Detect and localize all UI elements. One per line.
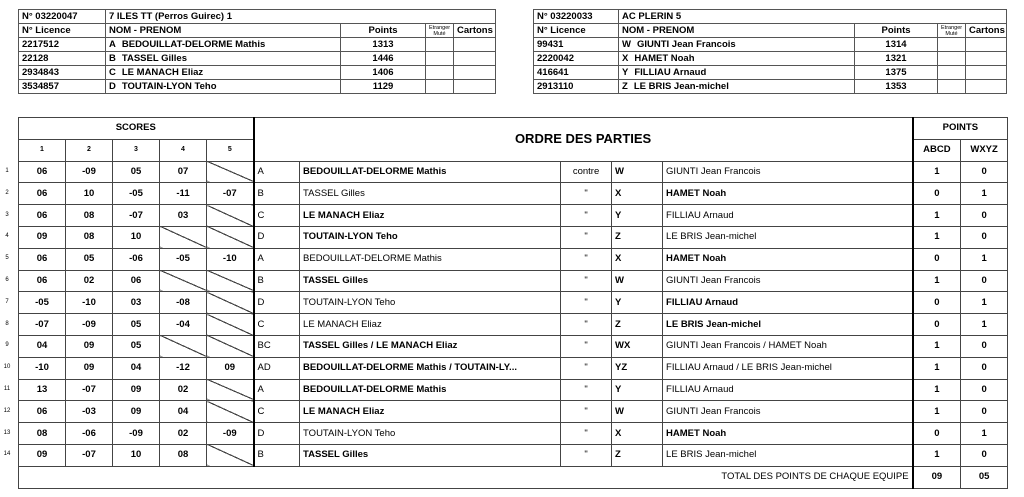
player-name: TOUTAIN-LYON Teho [121, 80, 217, 92]
team-b-header-row [534, 10, 1007, 24]
team-b-table [533, 9, 1007, 94]
set-score: -07 [19, 314, 66, 336]
row-number: 8 [5, 320, 9, 327]
team-b-name: AC PLERIN 5 [619, 10, 1007, 24]
points-abcd: 1 [913, 379, 961, 401]
row-number: 6 [5, 276, 9, 283]
right-player: GIUNTI Jean Francois [663, 270, 913, 292]
player-letter: W [622, 38, 631, 50]
set-score: -10 [19, 357, 66, 379]
set-score [160, 226, 207, 248]
points-wxyz: 0 [961, 401, 1008, 423]
game-row [19, 314, 1008, 336]
player-name: FILLIAU Arnaud [634, 66, 707, 78]
points-abcd: 0 [913, 314, 961, 336]
points-abcd: 1 [913, 444, 961, 466]
points-abcd: 1 [913, 335, 961, 357]
set-score: -10 [207, 248, 254, 270]
player-cartons [454, 66, 496, 80]
set-score: -03 [66, 401, 113, 423]
player-points: 1321 [855, 52, 938, 66]
set-score: 06 [19, 205, 66, 227]
team-b-nom-header: NOM - PRENOM [619, 24, 855, 38]
points-wxyz: 1 [961, 314, 1008, 336]
right-letter: Z [612, 444, 663, 466]
left-letter: A [254, 379, 300, 401]
game-row [19, 248, 1008, 270]
player-row [19, 66, 496, 80]
set-score: 03 [113, 292, 160, 314]
left-letter: D [254, 292, 300, 314]
player-etranger [426, 80, 454, 94]
set-score [207, 444, 254, 466]
set-score: -06 [113, 248, 160, 270]
player-licence: 2220042 [534, 52, 619, 66]
set-score: 10 [113, 226, 160, 248]
right-player: HAMET Noah [663, 183, 913, 205]
row-number: 7 [5, 298, 9, 305]
player-licence: 2217512 [19, 38, 106, 52]
left-player: LE MANACH Eliaz [300, 401, 561, 423]
points-abcd: 1 [913, 357, 961, 379]
points-wxyz: 0 [961, 161, 1008, 183]
player-cartons [454, 80, 496, 94]
set-score: 06 [19, 270, 66, 292]
row-number: 5 [5, 255, 9, 262]
left-letter: D [254, 423, 300, 445]
player-etranger [426, 52, 454, 66]
set-score: 02 [160, 379, 207, 401]
game-row [19, 401, 1008, 423]
left-player: LE MANACH Eliaz [300, 314, 561, 336]
player-points: 1406 [341, 66, 426, 80]
set-header: 5 [207, 139, 254, 161]
points-wxyz: 0 [961, 270, 1008, 292]
player-points: 1353 [855, 80, 938, 94]
versus-label: contre [561, 161, 612, 183]
set-score: -09 [207, 423, 254, 445]
player-row [19, 80, 496, 94]
team-a-column-headers [19, 24, 496, 38]
team-a-etranger-header: Etranger Muté [426, 24, 454, 38]
sheet-header-row [19, 118, 1008, 140]
set-score: -07 [113, 205, 160, 227]
player-cartons [454, 38, 496, 52]
game-row [19, 226, 1008, 248]
row-number: 10 [3, 364, 11, 371]
set-score: 09 [207, 357, 254, 379]
player-licence: 22128 [19, 52, 106, 66]
player-name: GIUNTI Jean Francois [636, 38, 736, 50]
points-wxyz: 0 [961, 335, 1008, 357]
row-number: 3 [5, 211, 9, 218]
left-player: BEDOUILLAT-DELORME Mathis / TOUTAIN-LY... [300, 357, 561, 379]
player-etranger [938, 66, 966, 80]
versus-label: " [561, 205, 612, 227]
right-player: GIUNTI Jean Francois [663, 401, 913, 423]
set-score: 08 [160, 444, 207, 466]
left-player: LE MANACH Eliaz [300, 205, 561, 227]
points-wxyz: 0 [961, 205, 1008, 227]
set-score: 09 [19, 444, 66, 466]
player-letter: Z [622, 80, 628, 92]
player-cartons [966, 52, 1007, 66]
right-letter: X [612, 423, 663, 445]
set-score: -05 [19, 292, 66, 314]
right-letter: Y [612, 292, 663, 314]
row-number: 13 [3, 429, 11, 436]
player-name-cell [619, 80, 855, 94]
points-wxyz: 1 [961, 248, 1008, 270]
right-player: FILLIAU Arnaud [663, 379, 913, 401]
game-row [19, 423, 1008, 445]
player-name: BEDOUILLAT-DELORME Mathis [121, 38, 266, 50]
team-a-licence-header: N° Licence [19, 24, 106, 38]
player-name-cell [619, 38, 855, 52]
set-score [160, 270, 207, 292]
player-licence: 416641 [534, 66, 619, 80]
points-wxyz: 1 [961, 292, 1008, 314]
points-wxyz: 0 [961, 357, 1008, 379]
points-wxyz: 0 [961, 444, 1008, 466]
set-score: 06 [19, 161, 66, 183]
versus-label: " [561, 423, 612, 445]
right-letter: Y [612, 379, 663, 401]
left-letter: BC [254, 335, 300, 357]
player-name-cell [106, 80, 341, 94]
player-cartons [966, 80, 1007, 94]
set-score: 05 [66, 248, 113, 270]
player-cartons [966, 38, 1007, 52]
set-score: 09 [66, 357, 113, 379]
set-score [207, 292, 254, 314]
set-score [207, 314, 254, 336]
set-score: 08 [66, 205, 113, 227]
left-letter: AD [254, 357, 300, 379]
set-score: -11 [160, 183, 207, 205]
set-score: 04 [113, 357, 160, 379]
set-score: -07 [207, 183, 254, 205]
player-licence: 99431 [534, 38, 619, 52]
set-score: 08 [66, 226, 113, 248]
right-letter: Y [612, 205, 663, 227]
versus-label: " [561, 270, 612, 292]
player-name-cell [106, 38, 341, 52]
left-letter: A [254, 248, 300, 270]
left-letter: C [254, 205, 300, 227]
points-abcd: 1 [913, 205, 961, 227]
left-letter: B [254, 183, 300, 205]
set-score: 09 [113, 401, 160, 423]
game-row [19, 292, 1008, 314]
player-name-cell [619, 66, 855, 80]
points-wxyz: 0 [961, 226, 1008, 248]
row-number: 14 [3, 451, 11, 458]
right-letter: Z [612, 226, 663, 248]
set-score: -10 [66, 292, 113, 314]
total-row [19, 466, 1008, 488]
versus-label: " [561, 314, 612, 336]
left-player: BEDOUILLAT-DELORME Mathis [300, 161, 561, 183]
wxyz-header: WXYZ [961, 139, 1008, 161]
player-name: LE MANACH Eliaz [121, 66, 204, 78]
set-score: -04 [160, 314, 207, 336]
team-a-nom-header: NOM - PRENOM [106, 24, 341, 38]
player-letter: Y [622, 66, 629, 78]
team-b-points-header: Points [855, 24, 938, 38]
row-number: 11 [3, 385, 11, 392]
right-player: LE BRIS Jean-michel [663, 226, 913, 248]
team-b-licence-header: N° Licence [534, 24, 619, 38]
left-letter: C [254, 401, 300, 423]
total-abcd: 09 [913, 466, 961, 488]
set-score: 09 [66, 335, 113, 357]
left-player: BEDOUILLAT-DELORME Mathis [300, 379, 561, 401]
player-points: 1375 [855, 66, 938, 80]
game-row [19, 379, 1008, 401]
set-score: 10 [66, 183, 113, 205]
versus-label: " [561, 401, 612, 423]
set-score: 02 [66, 270, 113, 292]
set-header: 4 [160, 139, 207, 161]
points-abcd: 1 [913, 226, 961, 248]
team-b-etranger-header: Etranger Muté [938, 24, 966, 38]
set-score: 04 [19, 335, 66, 357]
right-player: HAMET Noah [663, 423, 913, 445]
set-score: 03 [160, 205, 207, 227]
score-sheet [18, 117, 1008, 489]
points-abcd: 0 [913, 248, 961, 270]
set-score: 13 [19, 379, 66, 401]
right-letter: X [612, 183, 663, 205]
set-score: 06 [19, 401, 66, 423]
right-player: FILLIAU Arnaud / LE BRIS Jean-michel [663, 357, 913, 379]
team-a-points-header: Points [341, 24, 426, 38]
points-wxyz: 1 [961, 423, 1008, 445]
player-etranger [938, 80, 966, 94]
left-player: TASSEL Gilles [300, 444, 561, 466]
versus-label: " [561, 226, 612, 248]
team-b-number: N° 03220033 [534, 10, 619, 24]
player-row [534, 66, 1007, 80]
player-name: HAMET Noah [634, 52, 695, 64]
left-letter: B [254, 444, 300, 466]
player-licence: 3534857 [19, 80, 106, 94]
player-row [534, 38, 1007, 52]
points-abcd: 0 [913, 183, 961, 205]
set-header: 2 [66, 139, 113, 161]
set-score: -07 [66, 379, 113, 401]
player-cartons [454, 52, 496, 66]
player-etranger [938, 52, 966, 66]
left-letter: D [254, 226, 300, 248]
points-abcd: 1 [913, 161, 961, 183]
set-score: 06 [113, 270, 160, 292]
versus-label: " [561, 444, 612, 466]
right-player: HAMET Noah [663, 248, 913, 270]
game-row [19, 444, 1008, 466]
game-row [19, 357, 1008, 379]
player-points: 1446 [341, 52, 426, 66]
set-score: 10 [113, 444, 160, 466]
game-row [19, 205, 1008, 227]
row-number: 1 [5, 167, 9, 174]
player-row [534, 80, 1007, 94]
points-abcd: 1 [913, 270, 961, 292]
versus-label: " [561, 183, 612, 205]
right-player: GIUNTI Jean Francois / HAMET Noah [663, 335, 913, 357]
left-letter: B [254, 270, 300, 292]
player-points: 1314 [855, 38, 938, 52]
set-score: 08 [19, 423, 66, 445]
player-row [19, 38, 496, 52]
points-wxyz: 1 [961, 183, 1008, 205]
left-player: TOUTAIN-LYON Teho [300, 292, 561, 314]
right-letter: W [612, 161, 663, 183]
set-score [160, 335, 207, 357]
player-etranger [426, 66, 454, 80]
player-etranger [938, 38, 966, 52]
left-player: TASSEL Gilles [300, 270, 561, 292]
right-letter: W [612, 270, 663, 292]
set-score [207, 270, 254, 292]
set-header: 1 [19, 139, 66, 161]
set-score: -09 [66, 161, 113, 183]
player-letter: B [109, 52, 116, 64]
team-b-cartons-header: Cartons [966, 24, 1007, 38]
player-name: TASSEL Gilles [121, 52, 187, 64]
right-player: LE BRIS Jean-michel [663, 444, 913, 466]
row-number: 9 [5, 342, 9, 349]
right-letter: W [612, 401, 663, 423]
set-score [207, 161, 254, 183]
left-player: TOUTAIN-LYON Teho [300, 226, 561, 248]
total-wxyz: 05 [961, 466, 1008, 488]
player-row [534, 52, 1007, 66]
points-title: POINTS [913, 118, 1008, 140]
row-number: 4 [5, 233, 9, 240]
set-score: -05 [160, 248, 207, 270]
team-a-header-row [19, 10, 496, 24]
player-name-cell [619, 52, 855, 66]
row-number: 2 [5, 189, 9, 196]
player-name-cell [106, 66, 341, 80]
set-score: 09 [19, 226, 66, 248]
left-player: TASSEL Gilles / LE MANACH Eliaz [300, 335, 561, 357]
set-score: 04 [160, 401, 207, 423]
set-score: 05 [113, 335, 160, 357]
set-score: -12 [160, 357, 207, 379]
left-player: TOUTAIN-LYON Teho [300, 423, 561, 445]
row-number: 12 [3, 407, 11, 414]
set-score: 06 [19, 248, 66, 270]
team-a-name: 7 ILES TT (Perros Guirec) 1 [106, 10, 496, 24]
set-score: 05 [113, 314, 160, 336]
player-letter: D [109, 80, 116, 92]
player-points: 1313 [341, 38, 426, 52]
right-player: GIUNTI Jean Francois [663, 161, 913, 183]
total-label: TOTAL DES POINTS DE CHAQUE EQUIPE [19, 466, 913, 488]
player-letter: C [109, 66, 116, 78]
set-score [207, 226, 254, 248]
player-licence: 2913110 [534, 80, 619, 94]
left-player: BEDOUILLAT-DELORME Mathis [300, 248, 561, 270]
set-score [207, 379, 254, 401]
set-score: -08 [160, 292, 207, 314]
set-score: 06 [19, 183, 66, 205]
team-a-cartons-header: Cartons [454, 24, 496, 38]
set-score: 07 [160, 161, 207, 183]
right-letter: YZ [612, 357, 663, 379]
player-letter: A [109, 38, 116, 50]
player-letter: X [622, 52, 629, 64]
set-score: -06 [66, 423, 113, 445]
right-letter: X [612, 248, 663, 270]
game-row [19, 183, 1008, 205]
set-score: -07 [66, 444, 113, 466]
player-licence: 2934843 [19, 66, 106, 80]
scores-title: SCORES [19, 118, 254, 140]
right-player: LE BRIS Jean-michel [663, 314, 913, 336]
player-cartons [966, 66, 1007, 80]
set-score [207, 205, 254, 227]
game-row [19, 270, 1008, 292]
abcd-header: ABCD [913, 139, 961, 161]
right-player: FILLIAU Arnaud [663, 205, 913, 227]
set-score [207, 335, 254, 357]
right-letter: WX [612, 335, 663, 357]
versus-label: " [561, 379, 612, 401]
versus-label: " [561, 292, 612, 314]
set-score: 09 [113, 379, 160, 401]
player-row [19, 52, 496, 66]
points-wxyz: 0 [961, 379, 1008, 401]
versus-label: " [561, 357, 612, 379]
player-points: 1129 [341, 80, 426, 94]
right-letter: Z [612, 314, 663, 336]
points-abcd: 0 [913, 423, 961, 445]
versus-label: " [561, 248, 612, 270]
right-player: FILLIAU Arnaud [663, 292, 913, 314]
team-a-table [18, 9, 496, 94]
versus-label: " [561, 335, 612, 357]
player-name: LE BRIS Jean-michel [633, 80, 729, 92]
game-row [19, 161, 1008, 183]
player-name-cell [106, 52, 341, 66]
team-b-column-headers [534, 24, 1007, 38]
ordre-title: ORDRE DES PARTIES [254, 118, 913, 162]
points-abcd: 1 [913, 401, 961, 423]
set-score: 02 [160, 423, 207, 445]
game-row [19, 335, 1008, 357]
set-score: 05 [113, 161, 160, 183]
set-score: -05 [113, 183, 160, 205]
set-score: -09 [66, 314, 113, 336]
left-letter: C [254, 314, 300, 336]
set-score: -09 [113, 423, 160, 445]
set-score [207, 401, 254, 423]
points-abcd: 0 [913, 292, 961, 314]
set-header: 3 [113, 139, 160, 161]
left-player: TASSEL Gilles [300, 183, 561, 205]
team-a-number: N° 03220047 [19, 10, 106, 24]
player-etranger [426, 38, 454, 52]
left-letter: A [254, 161, 300, 183]
